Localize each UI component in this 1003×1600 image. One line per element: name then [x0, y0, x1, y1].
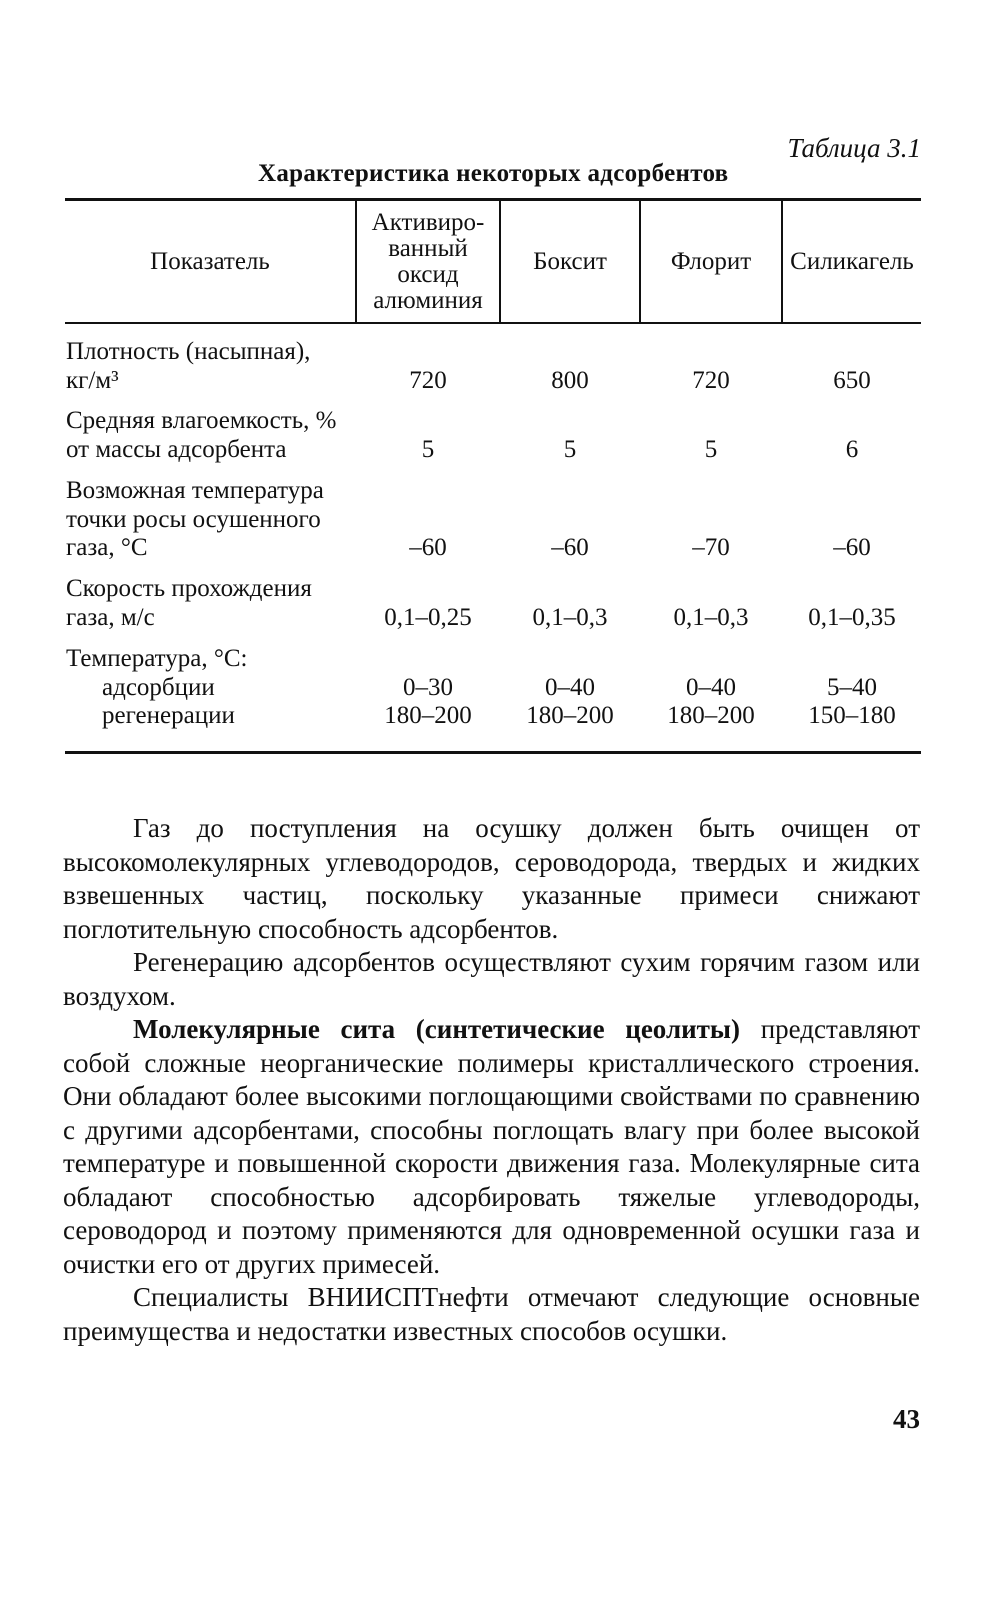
header-florite: Флорит — [670, 247, 752, 275]
body-text — [63, 812, 920, 1348]
cell-value: 5–40 150–180 — [808, 673, 896, 729]
row-label: Средняя влагоемкость, % от массы адсорбента — [66, 407, 337, 463]
cell-value: 0,1–0,3 — [673, 603, 749, 631]
paragraph: Регенерацию адсорбентов осуществляют сухим горячим газом или воздухом. — [63, 947, 920, 1011]
cell-value: –60 — [833, 534, 871, 561]
table-title: Характеристика некоторых адсорбентов — [258, 160, 729, 187]
cell-value: 650 — [833, 366, 871, 394]
cell-value: –60 — [409, 534, 447, 561]
cell-value: 800 — [551, 366, 589, 394]
cell-value: 0,1–0,3 — [532, 603, 608, 631]
cell-value: 0–40 180–200 — [526, 673, 614, 729]
row-label: Температура, °С: адсорбции регенерации — [66, 645, 248, 729]
header-activated-alumina: Активиро- ванный оксид алюминия — [371, 208, 485, 314]
header-indicator: Показатель — [150, 247, 270, 275]
cell-value: –70 — [692, 534, 730, 561]
cell-value: 0,1–0,25 — [384, 603, 472, 631]
paragraph: Молекулярные сита (синтетические цеолиты) представляют собой сложные неорганические полимеры кристаллического строения. Они обладают более высокими поглощающими свойствами по сравнению с другими адсорбентами, способны поглощать влагу при более высокой температуре и повышенной скорости движения газа. Молекулярные сита обладают способностью адсорбировать тяжелые углеводороды, сероводород и поэтому применяются для одновременной осушки газа и очистки его от других примесей. — [63, 1014, 920, 1279]
cell-value: 5 — [421, 435, 435, 463]
paragraph: Газ до поступления на осушку должен быть очищен от высокомолекулярных углеводородов, сероводорода, твердых и жидких взвешенных частиц, поскольку указанные примеси снижают поглотительную способность адсорбентов. — [63, 813, 920, 944]
page-number: 43 — [893, 1404, 920, 1434]
cell-value: 0,1–0,35 — [808, 603, 896, 631]
paragraph: Специалисты ВНИИСПТнефти отмечают следующие основные преимущества и недостатки известных способов осушки. — [63, 1282, 920, 1346]
table-number: Таблица 3.1 — [787, 133, 921, 163]
table-bottom-rule — [65, 751, 921, 754]
cell-value: 720 — [409, 366, 447, 394]
cell-value: 5 — [704, 435, 718, 463]
cell-value: –60 — [551, 534, 589, 561]
cell-value: 0–40 180–200 — [667, 673, 755, 729]
cell-value: 6 — [845, 435, 859, 463]
cell-value: 720 — [692, 366, 730, 394]
bold-term: Молекулярные сита (синтетические цеолиты) — [133, 1014, 740, 1044]
header-silica-gel: Силикагель — [790, 247, 914, 275]
table-header-rule — [65, 322, 921, 324]
cell-value: 0–30 180–200 — [384, 673, 472, 729]
header-bauxite: Боксит — [533, 247, 607, 275]
cell-value: 5 — [563, 435, 577, 463]
row-label: Скорость прохождения газа, м/с — [66, 575, 312, 631]
row-label: Возможная температура точки росы осушенного газа, °С — [66, 477, 324, 561]
row-label: Плотность (насыпная), кг/м³ — [66, 338, 311, 394]
